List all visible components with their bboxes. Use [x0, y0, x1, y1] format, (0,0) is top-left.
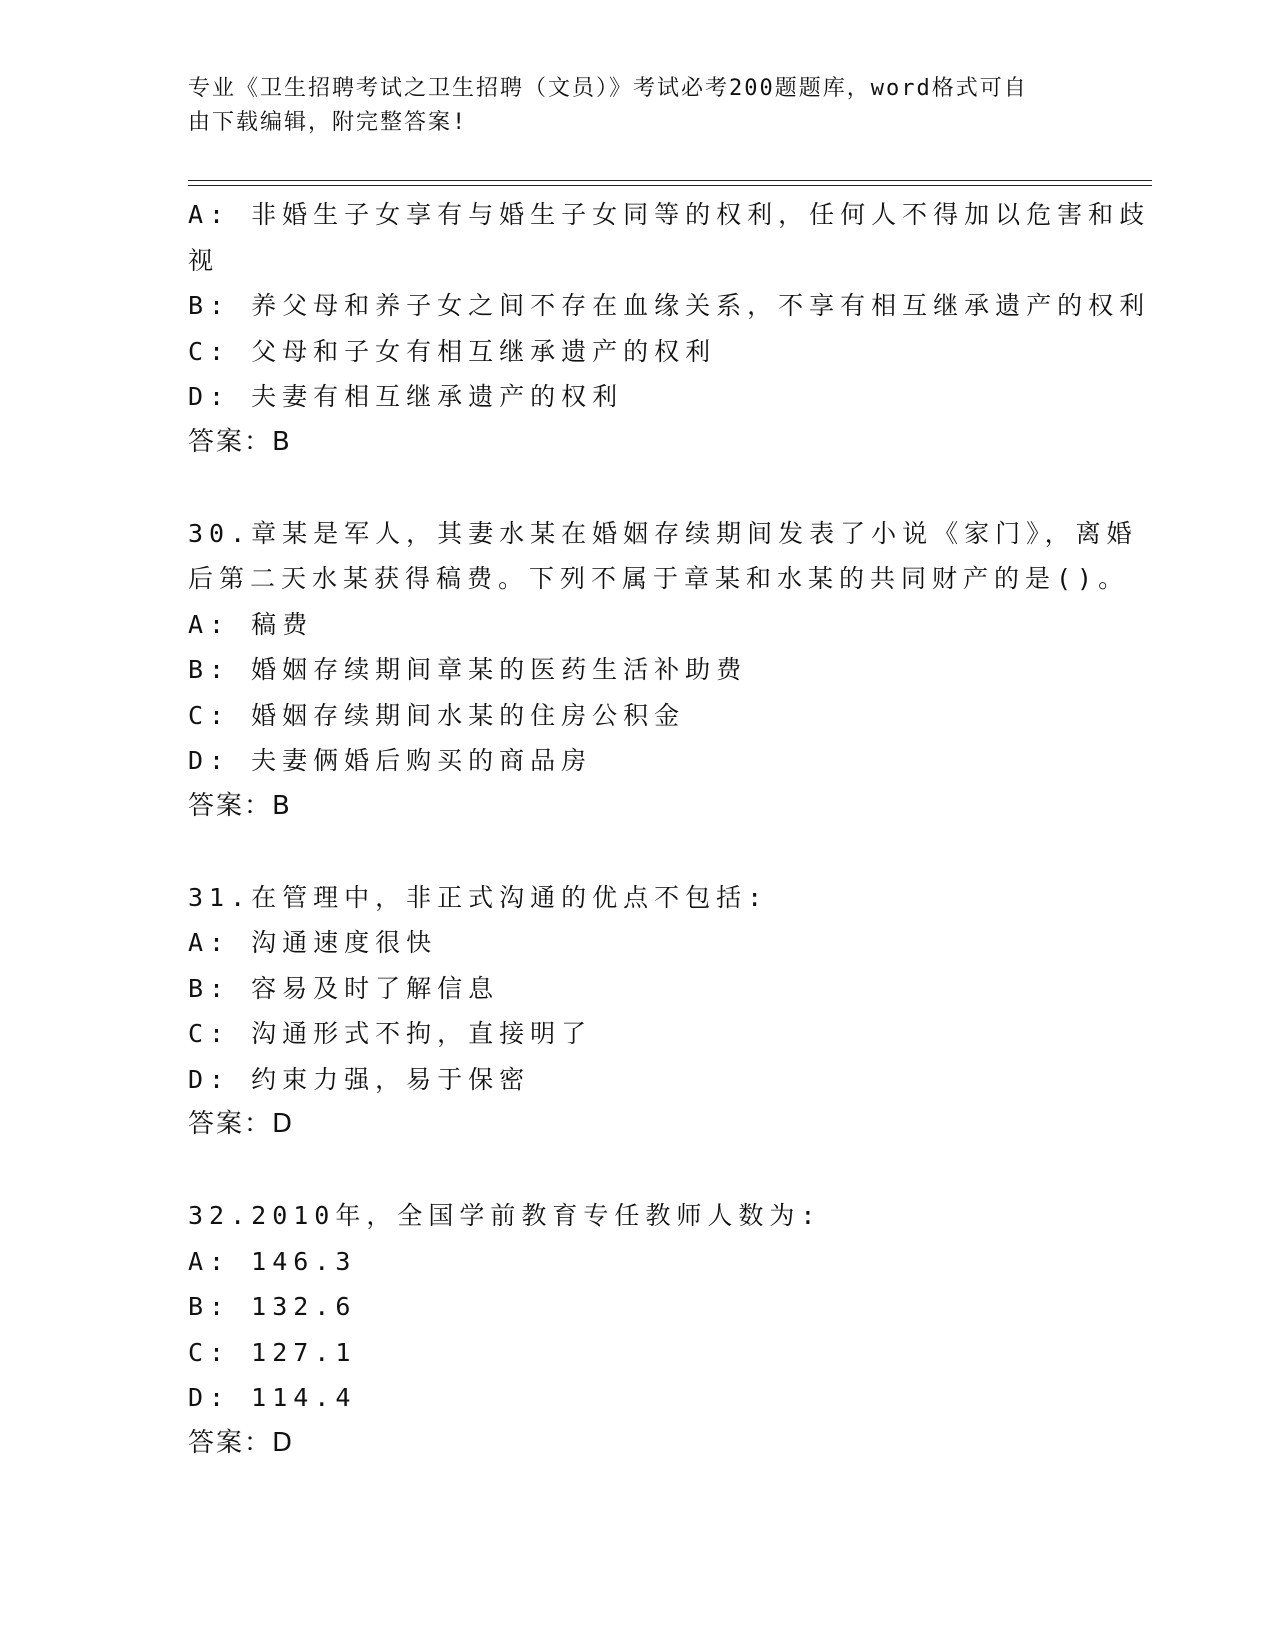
answer: 答案：D — [188, 1109, 295, 1139]
answer: 答案：B — [188, 790, 292, 821]
option-b: B: 养父母和养子女之间不存在血缘关系，不享有相互继承遗产的权利 — [188, 291, 1151, 320]
spacer — [188, 829, 1088, 875]
option-a-line-1: A: 非婚生子女享有与婚生子女同等的权利，任何人不得加以危害和歧 — [188, 200, 1151, 229]
option-a-line-2: 视 — [188, 245, 220, 275]
answer: 答案：D — [188, 1427, 295, 1458]
question-31 — [188, 875, 1088, 1148]
option-b: B: 132.6 — [188, 1292, 357, 1321]
option-a: A: 146.3 — [188, 1246, 357, 1276]
option-b: B: 婚姻存续期间章某的医药生活补助费 — [188, 655, 748, 684]
question-stem: 31.在管理中，非正式沟通的优点不包括: — [188, 882, 769, 912]
question-stem: 32.2010年，全国学前教育专任教师人数为: — [188, 1201, 822, 1230]
question-list — [188, 192, 1151, 1466]
question-32 — [188, 1193, 1088, 1466]
option-c: C: 127.1 — [188, 1337, 357, 1367]
option-c: C: 沟通形式不拘，直接明了 — [188, 1019, 593, 1048]
header-divider-bottom — [188, 185, 1152, 186]
option-d: D: 114.4 — [188, 1383, 357, 1412]
option-d: D: 夫妻俩婚后购买的商品房 — [188, 746, 593, 775]
header-line-2: 由下载编辑，附完整答案! — [188, 110, 468, 135]
option-d: D: 夫妻有相互继承遗产的权利 — [188, 382, 624, 411]
question-stem-line-2: 后第二天水某获得稿费。下列不属于章某和水某的共同财产的是()。 — [188, 564, 1130, 593]
document-header — [188, 72, 1068, 140]
header-divider-top — [188, 180, 1152, 181]
option-c: C: 父母和子女有相互继承遗产的权利 — [188, 336, 717, 366]
question-stem-line-1: 30.章某是军人，其妻水某在婚姻存续期间发表了小说《家门》，离婚 — [188, 518, 1138, 548]
spacer — [188, 465, 1088, 511]
option-b: B: 容易及时了解信息 — [188, 973, 500, 1003]
option-d: D: 约束力强，易于保密 — [188, 1064, 531, 1094]
question-29 — [188, 192, 1151, 465]
option-a: A: 稿费 — [188, 609, 314, 639]
option-c: C: 婚姻存续期间水某的住房公积金 — [188, 700, 686, 730]
answer: 答案：B — [188, 426, 292, 457]
question-30 — [188, 511, 1138, 830]
spacer — [188, 1148, 1088, 1194]
option-a: A: 沟通速度很快 — [188, 928, 438, 957]
header-line-1: 专业《卫生招聘考试之卫生招聘（文员）》考试必考200题题库，word格式可自 — [188, 76, 1028, 101]
